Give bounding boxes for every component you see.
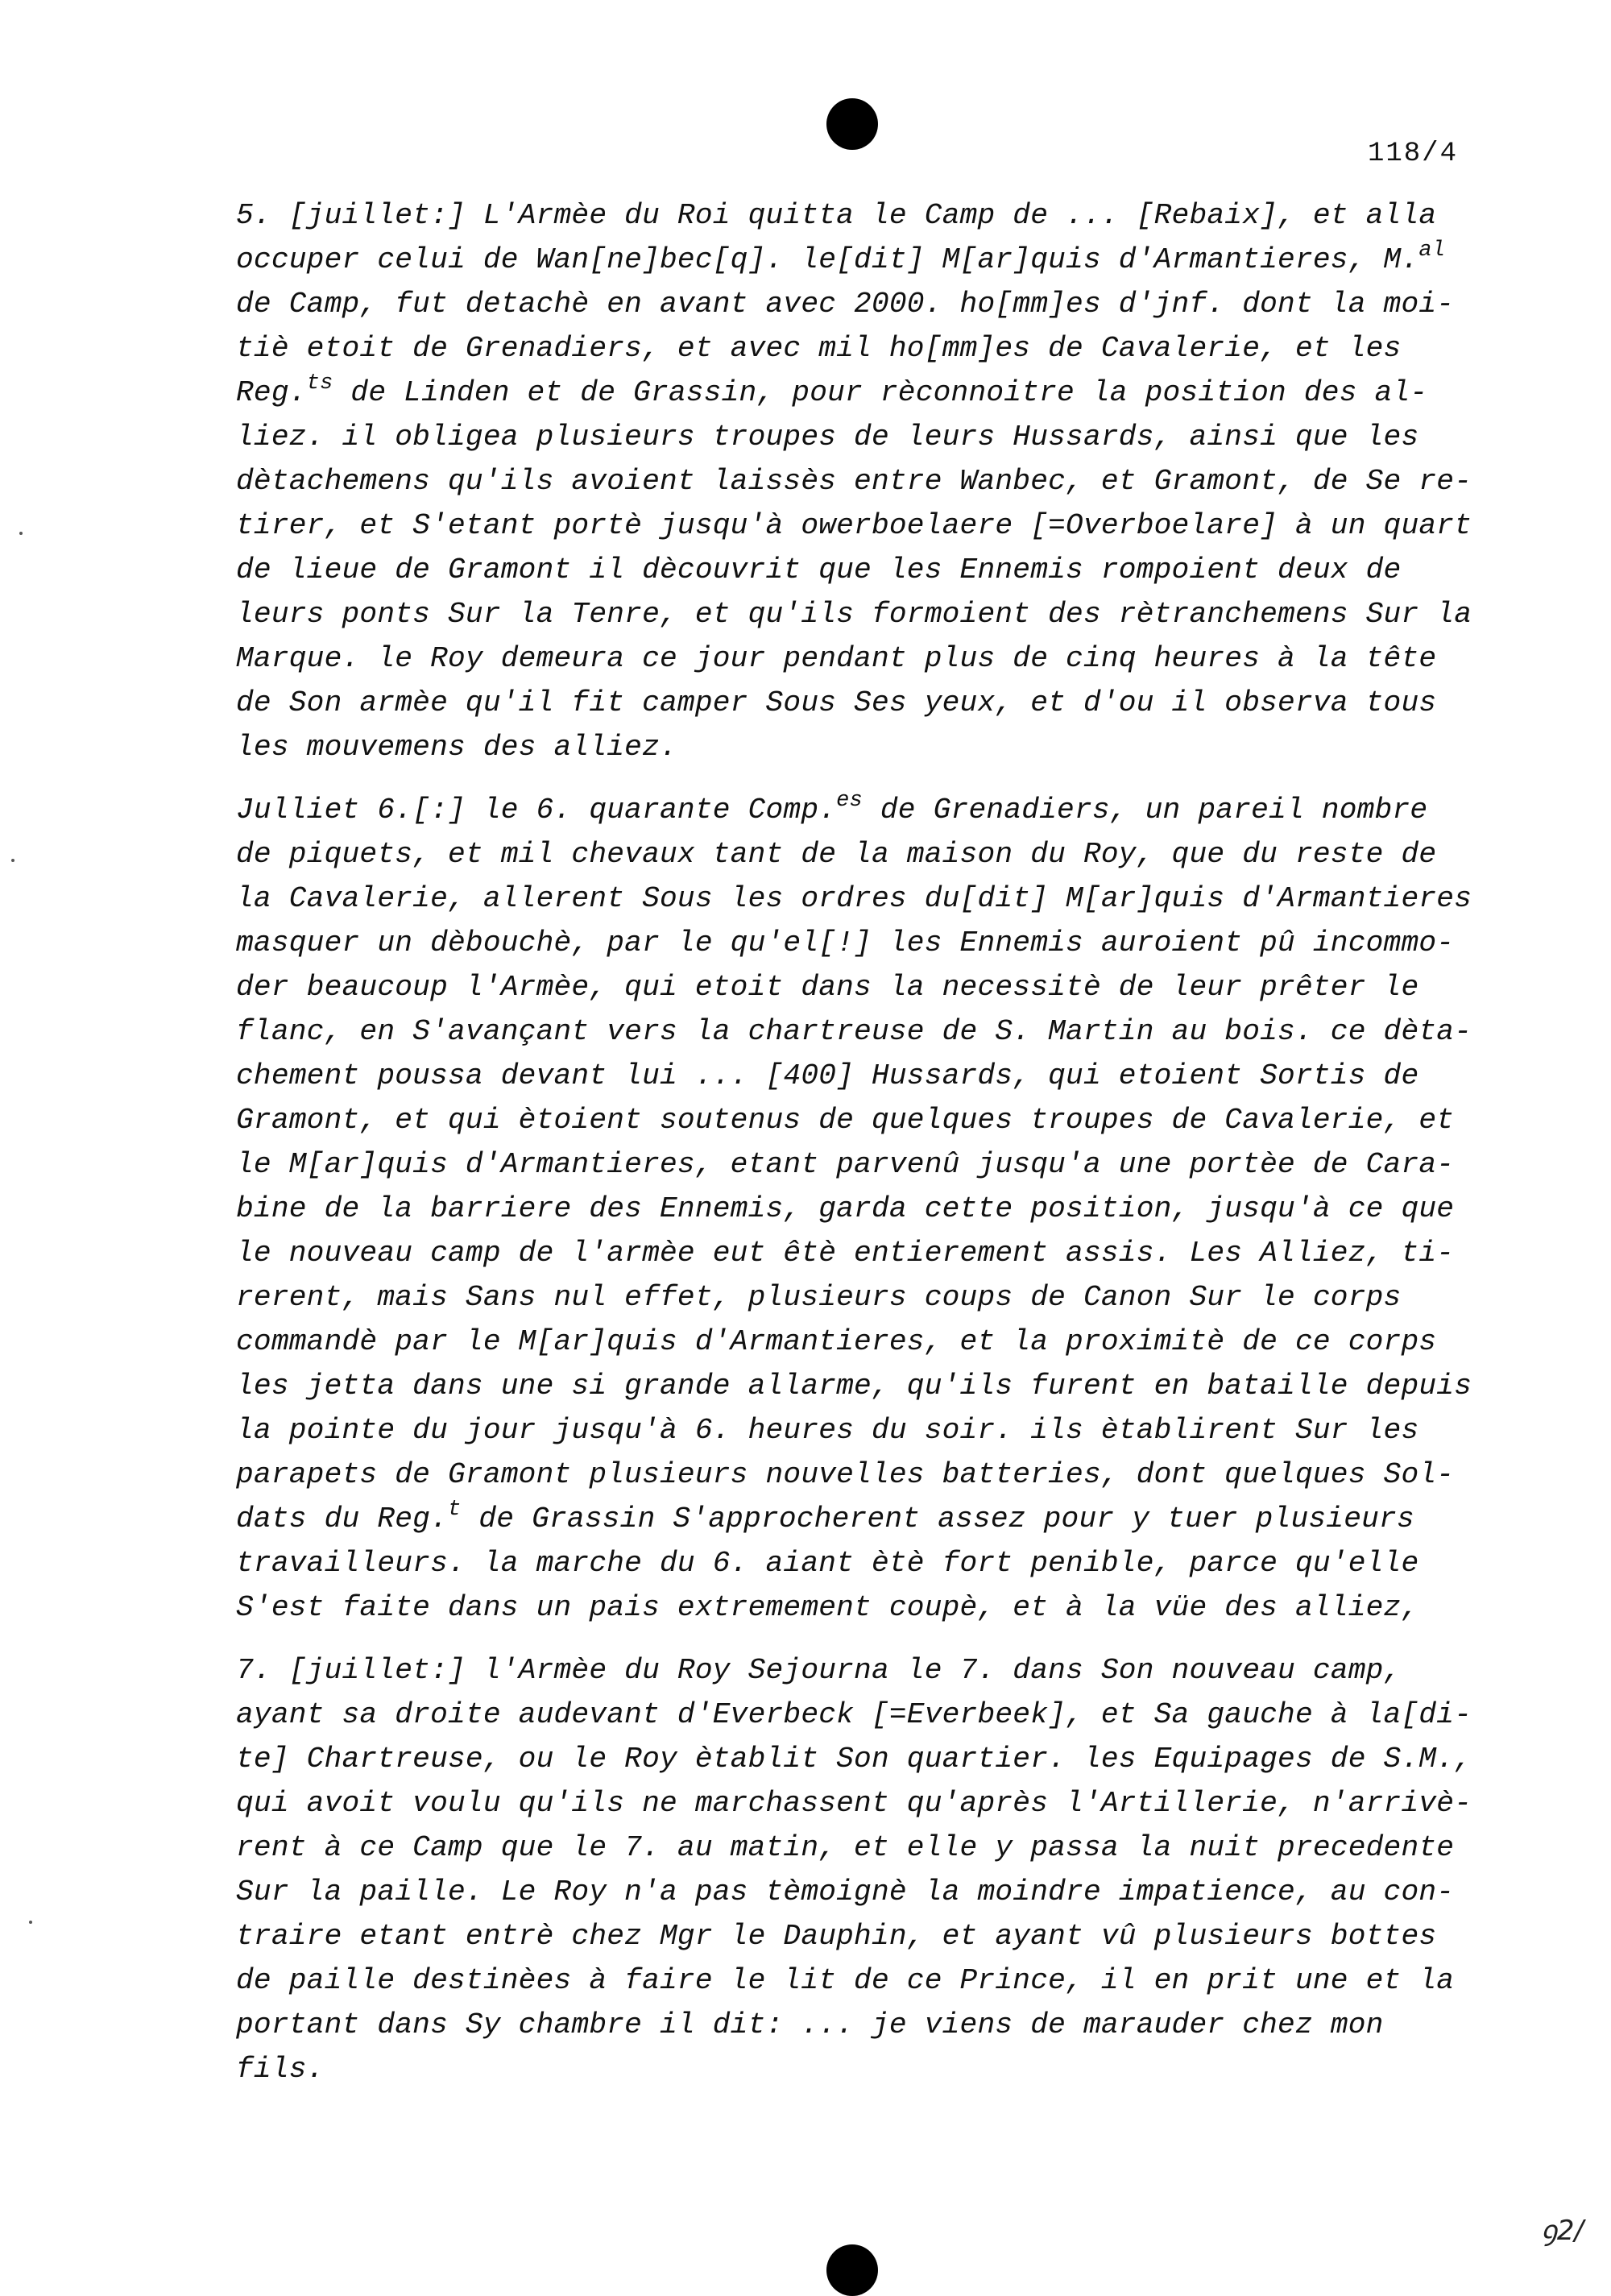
text-line: commandè par le M[ar]quis d'Armantieres, et la proximitè de ce corps [236, 1325, 1437, 1358]
text-line: ayant sa droite audevant d'Everbeck [=Everbeek], et Sa gauche à la[di- [236, 1698, 1472, 1731]
text-line: le nouveau camp de l'armèe eut êtè entierement assis. Les Alliez, ti- [236, 1237, 1455, 1270]
text-line: de Son armèe qu'il fit camper Sous Ses yeux, et d'ou il observa tous [236, 686, 1437, 719]
text-line: portant dans Sy chambre il dit: ... je viens de marauder chez mon [236, 2008, 1384, 2041]
text-line: tirer, et S'etant portè jusqu'à owerboelaere [=Overboelare] à un quart [236, 509, 1472, 542]
superscript: es [836, 789, 863, 813]
superscript: al [1418, 238, 1446, 263]
paragraph-juillet-6 [236, 788, 1493, 1630]
text-line: tiè etoit de Grenadiers, et avec mil ho[mm]es de Cavalerie, et les [236, 332, 1402, 365]
text-line: chement poussa devant lui ... [400] Hussards, qui etoient Sortis de [236, 1059, 1419, 1092]
text-line: de piquets, et mil chevaux tant de la maison du Roy, que du reste de [236, 838, 1437, 871]
text-line: occuper celui de Wan[ne]bec[q]. le[dit] M[ar]quis d'Armantieres, M.$^{al}$ [236, 238, 1446, 276]
text-line: bine de la barriere des Ennemis, garda cette position, jusqu'à ce que [236, 1192, 1455, 1225]
text-line: der beaucoup l'Armèe, qui etoit dans la necessitè de leur prêter le [236, 971, 1419, 1004]
text-line: parapets de Gramont plusieurs nouvelles batteries, dont quelques Sol- [236, 1458, 1455, 1491]
page-number: 118/4 [1367, 139, 1458, 169]
handwritten-folio-mark: ꝯ2/ [1540, 2215, 1584, 2247]
text-line: flanc, en S'avançant vers la chartreuse de S. Martin au bois. ce dèta- [236, 1015, 1472, 1048]
paragraph-juillet-7 [236, 1648, 1493, 2091]
text-line: te] Chartreuse, ou le Roy ètablit Son quartier. les Equipages de S.M., [236, 1743, 1472, 1776]
scan-speck [29, 1921, 32, 1924]
text-line: 7. [juillet:] l'Armèe du Roy Sejourna le 7. dans Son nouveau camp, [236, 1654, 1402, 1687]
scan-speck [11, 859, 14, 862]
superscript: t [448, 1498, 462, 1522]
text-line: travailleurs. la marche du 6. aiant ètè fort penible, parce qu'elle [236, 1547, 1419, 1580]
text-line: Marque. le Roy demeura ce jour pendant plus de cinq heures à la tête [236, 642, 1437, 675]
scan-speck [19, 532, 23, 535]
text-line: les mouvemens des alliez. [236, 731, 677, 764]
punch-hole-bottom [826, 2244, 878, 2296]
text-line: de Camp, fut detachè en avant avec 2000. ho[mm]es d'jnf. dont la moi- [236, 288, 1455, 321]
text-line: Reg.$^{ts}$ de Linden et de Grassin, pour rèconnoitre la position des al- [236, 371, 1428, 409]
text-line: la Cavalerie, allerent Sous les ordres du[dit] M[ar]quis d'Armantieres [236, 882, 1472, 915]
text-line: Gramont, et qui ètoient soutenus de quelques troupes de Cavalerie, et [236, 1104, 1455, 1137]
text-line: dats du Reg.$^t$ de Grassin S'approcherent assez pour y tuer plusieurs [236, 1498, 1414, 1536]
text-line: la pointe du jour jusqu'à 6. heures du soir. ils ètablirent Sur les [236, 1414, 1419, 1447]
text-line: de paille destinèes à faire le lit de ce Prince, il en prit une et la [236, 1964, 1455, 1997]
punch-hole-top [826, 98, 878, 150]
text-line: liez. il obligea plusieurs troupes de leurs Hussards, ainsi que les [236, 421, 1419, 454]
text-line: le M[ar]quis d'Armantieres, etant parvenû jusqu'a une portèe de Cara- [236, 1148, 1455, 1181]
text-line: 5. [juillet:] L'Armèe du Roi quitta le Camp de ... [Rebaix], et alla [236, 199, 1437, 232]
text-line: leurs ponts Sur la Tenre, et qu'ils formoient des rètranchemens Sur la [236, 598, 1472, 631]
text-line: dètachemens qu'ils avoient laissès entre Wanbec, et Gramont, de Se re- [236, 465, 1472, 498]
paragraph-juillet-5 [236, 193, 1493, 769]
text-line: masquer un dèbouchè, par le qu'el[!] les Ennemis auroient pû incommo- [236, 926, 1455, 959]
text-line: Julliet 6.[:] le 6. quarante Comp.$^{es}$ de Grenadiers, un pareil nombre [236, 789, 1428, 827]
text-line: rerent, mais Sans nul effet, plusieurs coups de Canon Sur le corps [236, 1281, 1402, 1314]
text-line: rent à ce Camp que le 7. au matin, et elle y passa la nuit precedente [236, 1831, 1455, 1864]
superscript: ts [306, 371, 333, 396]
text-line: de lieue de Gramont il dècouvrit que les Ennemis rompoient deux de [236, 553, 1402, 586]
text-line: traire etant entrè chez Mgr le Dauphin, et ayant vû plusieurs bottes [236, 1920, 1437, 1953]
text-line: fils. [236, 2053, 325, 2086]
text-line: les jetta dans une si grande allarme, qu'ils furent en bataille depuis [236, 1370, 1472, 1403]
text-line: qui avoit voulu qu'ils ne marchassent qu'après l'Artillerie, n'arrivè- [236, 1787, 1472, 1820]
text-line: S'est faite dans un pais extremement coupè, et à la vüe des alliez, [236, 1591, 1419, 1624]
text-line: Sur la paille. Le Roy n'a pas tèmoignè la moindre impatience, au con- [236, 1875, 1455, 1908]
